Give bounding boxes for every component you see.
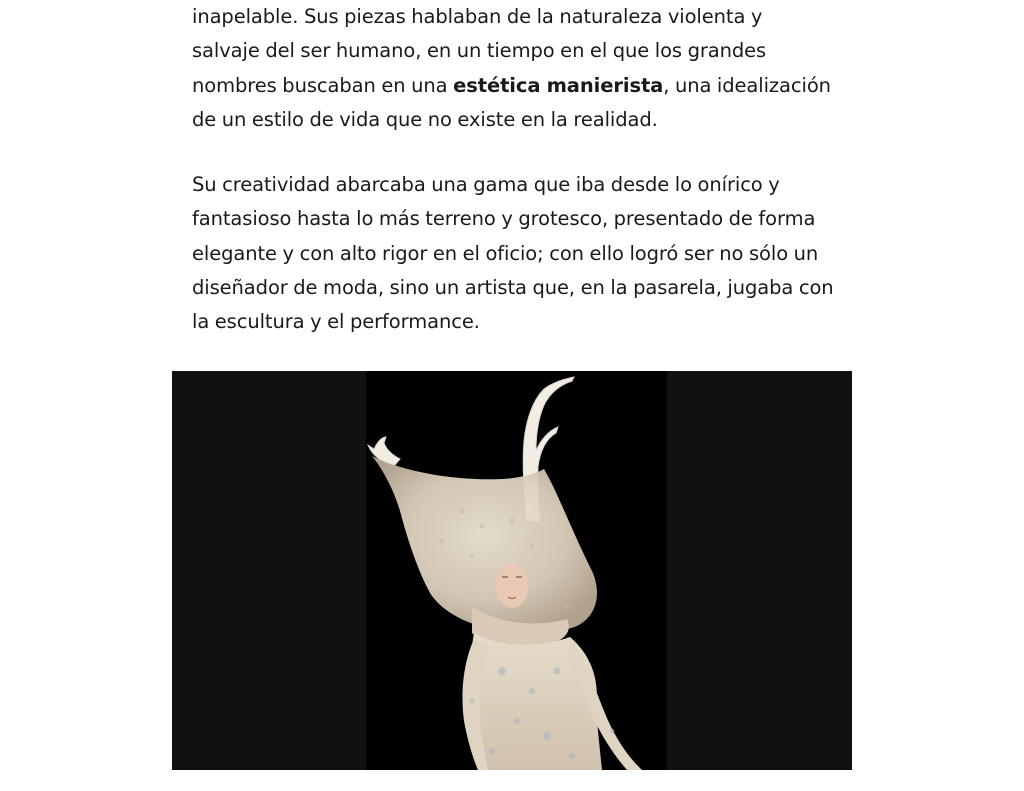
veil — [372, 456, 597, 633]
paragraph-text: inapelable. Sus piezas hablaban de la naturaleza violenta y salvaje del ser humano, en un tiempo en el que los grandes nombres buscaban en una — [192, 5, 767, 97]
paragraph-text: , una idealización de un estilo de vida que no existe en la realidad. — [192, 73, 831, 131]
bold-phrase: estética manierista — [453, 73, 664, 97]
article-image — [172, 371, 852, 770]
article-paragraph: Su creatividad abarcaba una gama que iba desde lo onírico y fantasioso hasta lo más terreno y grotesco, presentado de forma elegante y con alto rigor en el oficio; con ello logró ser no sólo un diseñador de moda, sino un artista que, en la pasarela, jugaba con la escultura y el performance. — [192, 173, 834, 334]
model-face — [496, 564, 528, 608]
article-paragraph — [192, 0, 832, 137]
model-illustration — [172, 371, 852, 770]
